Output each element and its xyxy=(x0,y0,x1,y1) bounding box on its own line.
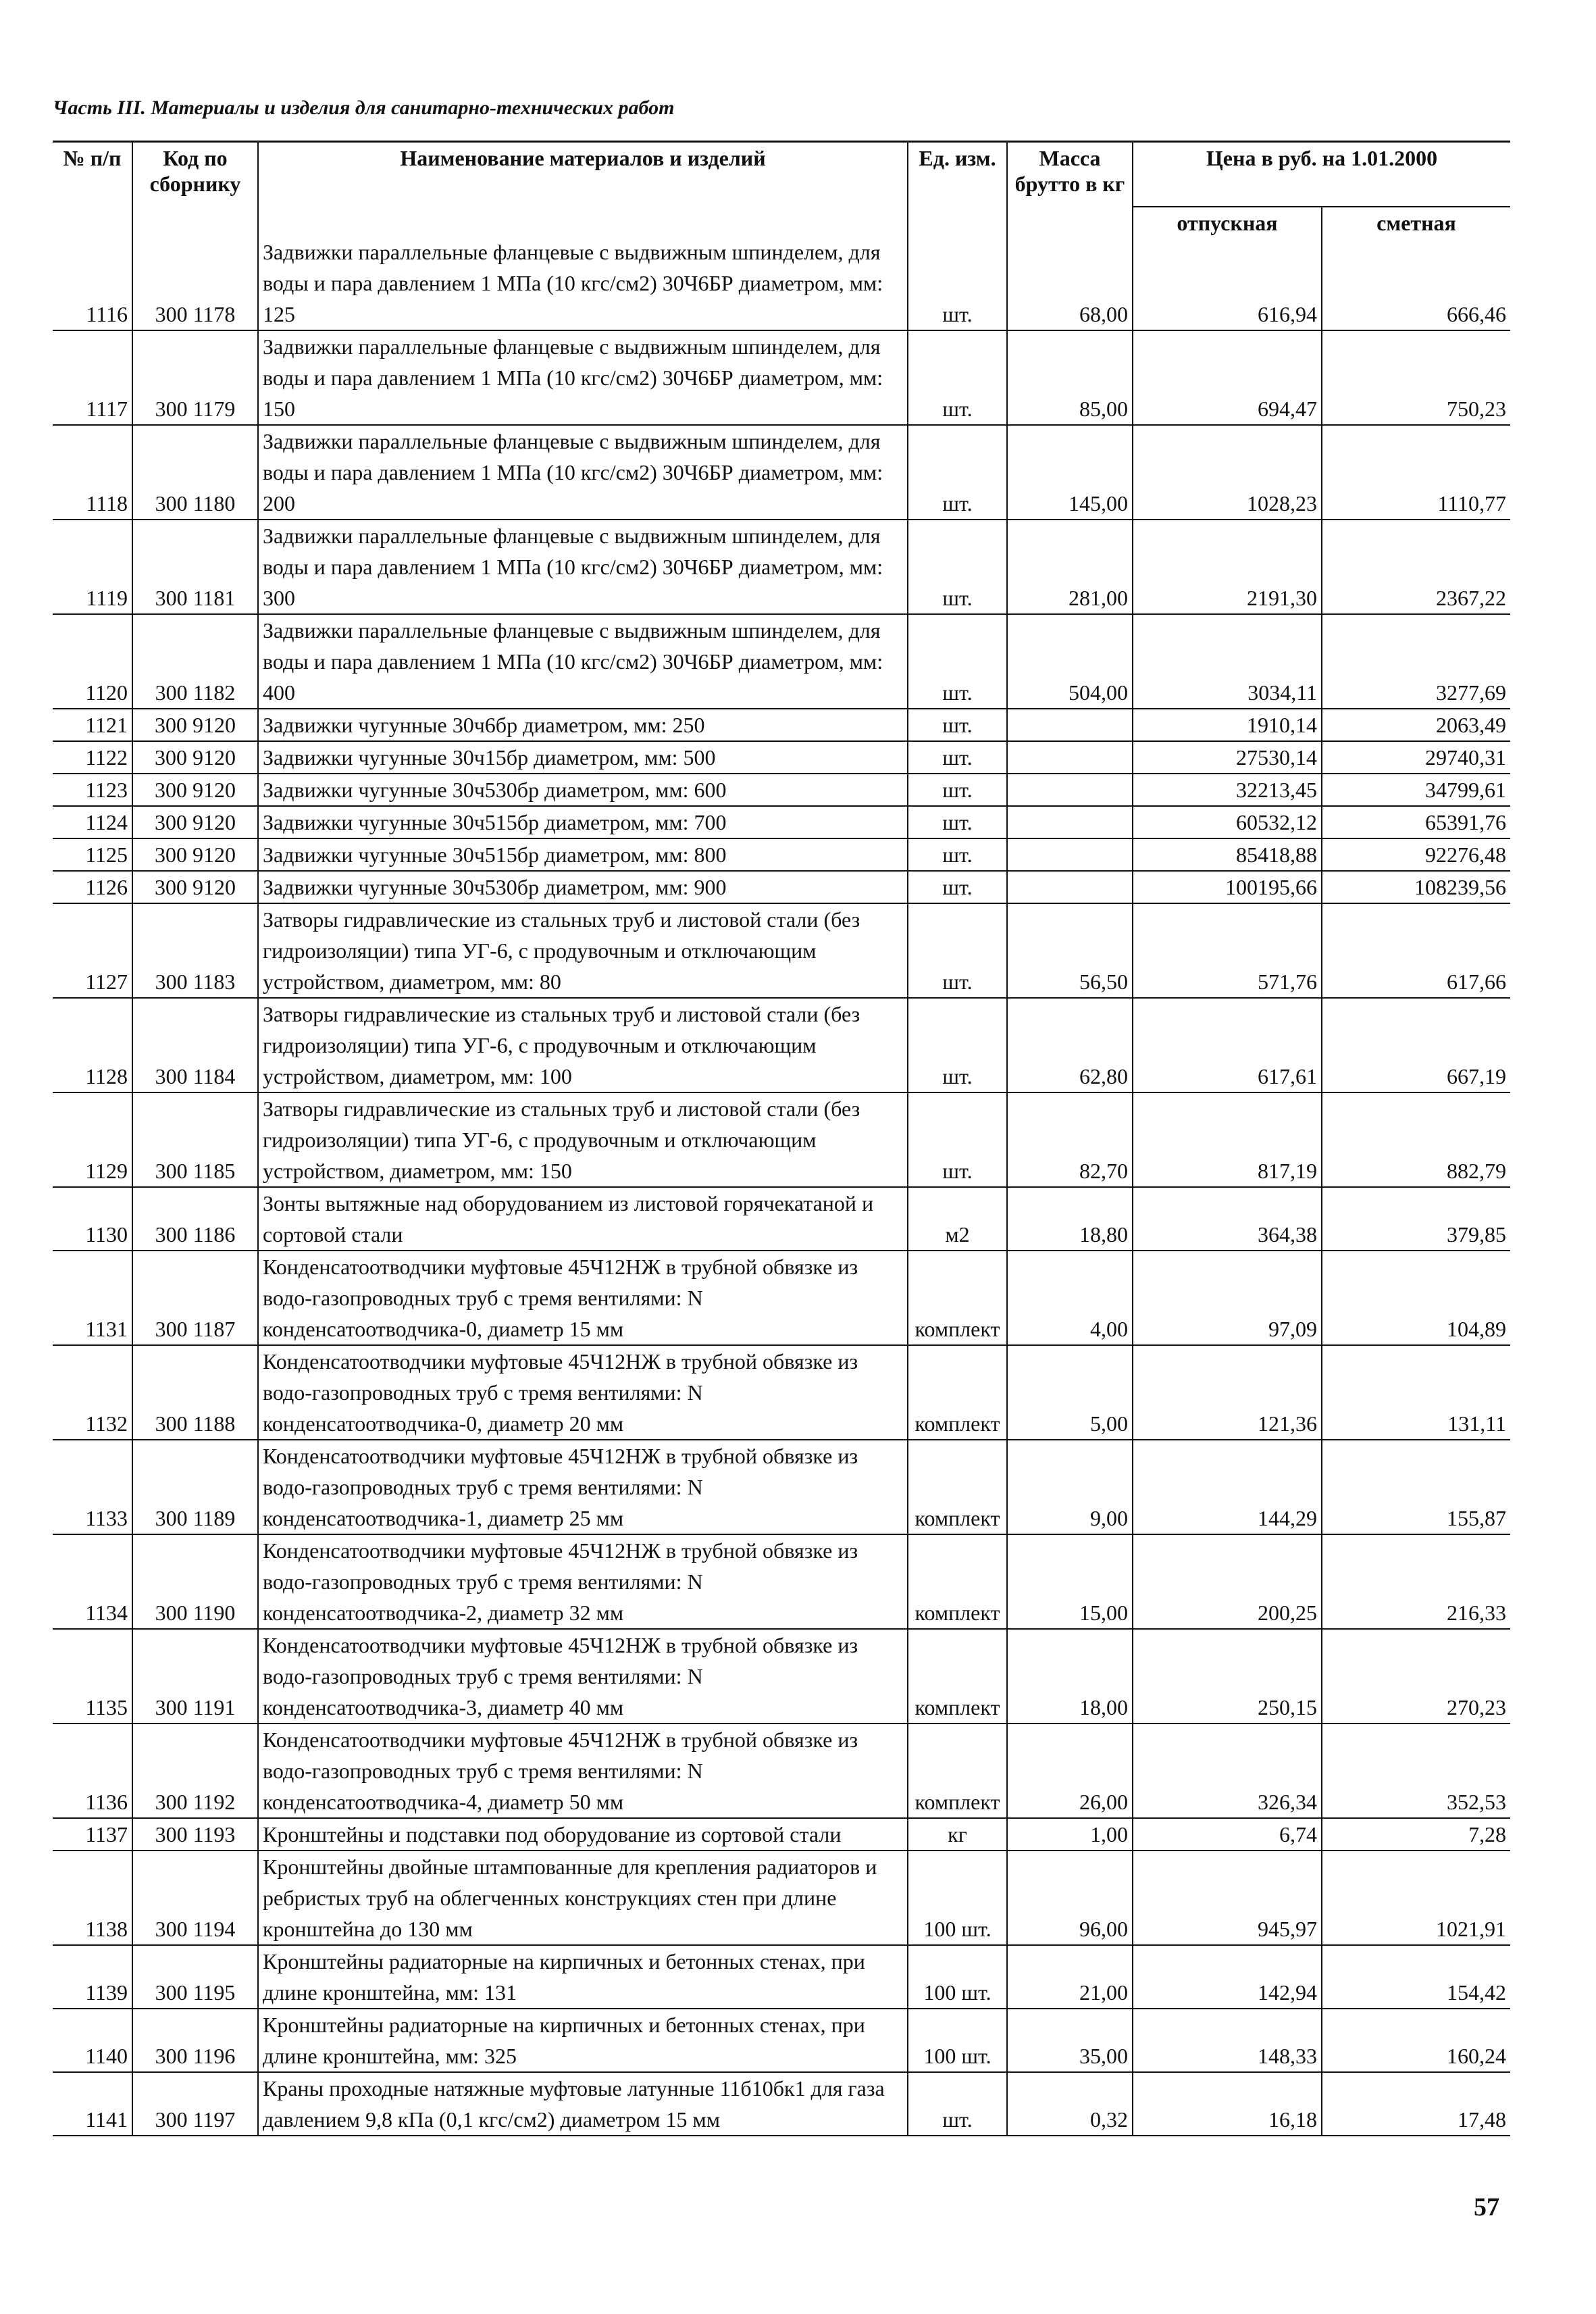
cell-release-price: 571,76 xyxy=(1133,903,1322,998)
cell-code: 300 1187 xyxy=(132,1251,258,1345)
cell-estimate-price: 160,24 xyxy=(1322,2009,1510,2072)
table-row xyxy=(53,2072,1510,2136)
col-header-code: Код по сборнику xyxy=(132,142,258,236)
cell-mass: 96,00 xyxy=(1007,1851,1133,1945)
cell-no: 1131 xyxy=(53,1251,132,1345)
cell-release-price: 817,19 xyxy=(1133,1092,1322,1187)
cell-mass: 504,00 xyxy=(1007,614,1133,709)
cell-mass: 18,00 xyxy=(1007,1629,1133,1724)
cell-unit: шт. xyxy=(908,1092,1007,1187)
cell-unit: шт. xyxy=(908,838,1007,871)
cell-name: Задвижки чугунные 30ч515бр диаметром, мм: 800 xyxy=(258,838,908,871)
cell-name: Задвижки чугунные 30ч515бр диаметром, мм: 700 xyxy=(258,806,908,838)
cell-estimate-price: 7,28 xyxy=(1322,1818,1510,1851)
cell-estimate-price: 1021,91 xyxy=(1322,1851,1510,1945)
cell-code: 300 1191 xyxy=(132,1629,258,1724)
table-row xyxy=(53,330,1510,425)
cell-mass: 18,80 xyxy=(1007,1187,1133,1251)
cell-mass xyxy=(1007,709,1133,741)
cell-estimate-price: 104,89 xyxy=(1322,1251,1510,1345)
cell-name: Задвижки чугунные 30ч530бр диаметром, мм: 600 xyxy=(258,774,908,806)
table-header xyxy=(53,142,1510,236)
cell-no: 1137 xyxy=(53,1818,132,1851)
cell-code: 300 1179 xyxy=(132,330,258,425)
cell-no: 1124 xyxy=(53,806,132,838)
cell-name: Задвижки чугунные 30ч6бр диаметром, мм: 250 xyxy=(258,709,908,741)
cell-no: 1140 xyxy=(53,2009,132,2072)
cell-name: Задвижки чугунные 30ч15бр диаметром, мм: 500 xyxy=(258,741,908,774)
cell-no: 1141 xyxy=(53,2072,132,2136)
cell-unit: 100 шт. xyxy=(908,1851,1007,1945)
cell-release-price: 1910,14 xyxy=(1133,709,1322,741)
cell-code: 300 1181 xyxy=(132,520,258,614)
cell-release-price: 250,15 xyxy=(1133,1629,1322,1724)
table-row xyxy=(53,741,1510,774)
cell-estimate-price: 108239,56 xyxy=(1322,871,1510,903)
cell-release-price: 85418,88 xyxy=(1133,838,1322,871)
cell-mass: 15,00 xyxy=(1007,1534,1133,1629)
cell-release-price: 121,36 xyxy=(1133,1345,1322,1440)
cell-name: Кронштейны и подставки под оборудование из сортовой стали xyxy=(258,1818,908,1851)
cell-code: 300 1194 xyxy=(132,1851,258,1945)
table-row xyxy=(53,614,1510,709)
cell-release-price: 6,74 xyxy=(1133,1818,1322,1851)
cell-code: 300 1188 xyxy=(132,1345,258,1440)
cell-mass: 62,80 xyxy=(1007,998,1133,1092)
cell-code: 300 9120 xyxy=(132,774,258,806)
cell-unit: шт. xyxy=(908,330,1007,425)
cell-unit: шт. xyxy=(908,520,1007,614)
cell-name: Задвижки чугунные 30ч530бр диаметром, мм: 900 xyxy=(258,871,908,903)
table-row xyxy=(53,520,1510,614)
cell-name: Задвижки параллельные фланцевые с выдвижным шпинделем, для воды и пара давлением 1 МПа (10 кгс/см2) 30Ч6БР диаметром, мм: 150 xyxy=(258,330,908,425)
table-row xyxy=(53,838,1510,871)
col-header-price-group: Цена в руб. на 1.01.2000 xyxy=(1133,142,1510,207)
cell-name: Кронштейны радиаторные на кирпичных и бетонных стенах, при длине кронштейна, мм: 325 xyxy=(258,2009,908,2072)
cell-code: 300 1189 xyxy=(132,1440,258,1534)
table-row xyxy=(53,1440,1510,1534)
table-row xyxy=(53,1187,1510,1251)
cell-release-price: 616,94 xyxy=(1133,236,1322,330)
cell-name: Затворы гидравлические из стальных труб и листовой стали (без гидроизоляции) типа УГ-6, с продувочным и отключающим устройством, диаметром, мм: 150 xyxy=(258,1092,908,1187)
cell-name: Конденсатоотводчики муфтовые 45Ч12НЖ в трубной обвязке из водо-газопроводных труб с тремя вентилями: N конденсатоотводчика-4, диаметр 50 мм xyxy=(258,1724,908,1818)
cell-unit: кг xyxy=(908,1818,1007,1851)
cell-unit: шт. xyxy=(908,903,1007,998)
cell-unit: 100 шт. xyxy=(908,2009,1007,2072)
cell-mass xyxy=(1007,741,1133,774)
cell-code: 300 1197 xyxy=(132,2072,258,2136)
cell-no: 1127 xyxy=(53,903,132,998)
cell-unit: шт. xyxy=(908,741,1007,774)
cell-no: 1134 xyxy=(53,1534,132,1629)
cell-no: 1117 xyxy=(53,330,132,425)
cell-release-price: 945,97 xyxy=(1133,1851,1322,1945)
cell-release-price: 3034,11 xyxy=(1133,614,1322,709)
cell-code: 300 1186 xyxy=(132,1187,258,1251)
cell-code: 300 1185 xyxy=(132,1092,258,1187)
cell-unit: шт. xyxy=(908,236,1007,330)
cell-estimate-price: 882,79 xyxy=(1322,1092,1510,1187)
cell-no: 1138 xyxy=(53,1851,132,1945)
cell-mass: 5,00 xyxy=(1007,1345,1133,1440)
cell-estimate-price: 34799,61 xyxy=(1322,774,1510,806)
page-number: 57 xyxy=(1474,2193,1499,2221)
cell-code: 300 9120 xyxy=(132,741,258,774)
cell-release-price: 16,18 xyxy=(1133,2072,1322,2136)
col-header-unit: Ед. изм. xyxy=(908,142,1007,236)
cell-estimate-price: 17,48 xyxy=(1322,2072,1510,2136)
table-row xyxy=(53,1345,1510,1440)
cell-mass: 68,00 xyxy=(1007,236,1133,330)
cell-mass xyxy=(1007,871,1133,903)
table-row xyxy=(53,1851,1510,1945)
col-header-name: Наименование материалов и изделий xyxy=(258,142,908,236)
cell-release-price: 27530,14 xyxy=(1133,741,1322,774)
running-header: Часть III. Материалы и изделия для санитарно-технических работ xyxy=(53,97,675,119)
cell-unit: комплект xyxy=(908,1345,1007,1440)
cell-unit: шт. xyxy=(908,774,1007,806)
cell-no: 1123 xyxy=(53,774,132,806)
cell-no: 1130 xyxy=(53,1187,132,1251)
cell-release-price: 364,38 xyxy=(1133,1187,1322,1251)
cell-name: Конденсатоотводчики муфтовые 45Ч12НЖ в трубной обвязке из водо-газопроводных труб с тремя вентилями: N конденсатоотводчика-2, диаметр 32 мм xyxy=(258,1534,908,1629)
table-row xyxy=(53,903,1510,998)
cell-release-price: 100195,66 xyxy=(1133,871,1322,903)
table-row xyxy=(53,806,1510,838)
cell-unit: шт. xyxy=(908,709,1007,741)
table-row xyxy=(53,1092,1510,1187)
cell-no: 1128 xyxy=(53,998,132,1092)
table-row xyxy=(53,871,1510,903)
cell-code: 300 1178 xyxy=(132,236,258,330)
cell-estimate-price: 1110,77 xyxy=(1322,425,1510,520)
cell-mass: 145,00 xyxy=(1007,425,1133,520)
cell-code: 300 1190 xyxy=(132,1534,258,1629)
cell-unit: шт. xyxy=(908,998,1007,1092)
cell-code: 300 1195 xyxy=(132,1945,258,2009)
cell-code: 300 1196 xyxy=(132,2009,258,2072)
cell-code: 300 1193 xyxy=(132,1818,258,1851)
cell-release-price: 142,94 xyxy=(1133,1945,1322,2009)
cell-code: 300 1184 xyxy=(132,998,258,1092)
cell-release-price: 60532,12 xyxy=(1133,806,1322,838)
cell-name: Краны проходные натяжные муфтовые латунные 11б10бк1 для газа давлением 9,8 кПа (0,1 кгс/см2) диаметром 15 мм xyxy=(258,2072,908,2136)
cell-code: 300 9120 xyxy=(132,871,258,903)
cell-estimate-price: 750,23 xyxy=(1322,330,1510,425)
cell-name: Задвижки параллельные фланцевые с выдвижным шпинделем, для воды и пара давлением 1 МПа (10 кгс/см2) 30Ч6БР диаметром, мм: 400 xyxy=(258,614,908,709)
table-row xyxy=(53,425,1510,520)
cell-estimate-price: 155,87 xyxy=(1322,1440,1510,1534)
cell-name: Задвижки параллельные фланцевые с выдвижным шпинделем, для воды и пара давлением 1 МПа (10 кгс/см2) 30Ч6БР диаметром, мм: 300 xyxy=(258,520,908,614)
cell-unit: шт. xyxy=(908,425,1007,520)
table-row xyxy=(53,1534,1510,1629)
cell-no: 1132 xyxy=(53,1345,132,1440)
cell-no: 1129 xyxy=(53,1092,132,1187)
table-row xyxy=(53,236,1510,330)
cell-name: Задвижки параллельные фланцевые с выдвижным шпинделем, для воды и пара давлением 1 МПа (10 кгс/см2) 30Ч6БР диаметром, мм: 125 xyxy=(258,236,908,330)
cell-estimate-price: 65391,76 xyxy=(1322,806,1510,838)
cell-mass: 35,00 xyxy=(1007,2009,1133,2072)
cell-mass: 56,50 xyxy=(1007,903,1133,998)
table-row xyxy=(53,2009,1510,2072)
cell-name: Конденсатоотводчики муфтовые 45Ч12НЖ в трубной обвязке из водо-газопроводных труб с тремя вентилями: N конденсатоотводчика-0, диаметр 20 мм xyxy=(258,1345,908,1440)
table-row xyxy=(53,1251,1510,1345)
col-header-release-price: отпускная xyxy=(1133,207,1322,236)
cell-estimate-price: 617,66 xyxy=(1322,903,1510,998)
cell-release-price: 617,61 xyxy=(1133,998,1322,1092)
cell-no: 1122 xyxy=(53,741,132,774)
table-row xyxy=(53,774,1510,806)
cell-code: 300 1183 xyxy=(132,903,258,998)
col-header-no: № п/п xyxy=(53,142,132,236)
cell-unit: комплект xyxy=(908,1251,1007,1345)
cell-estimate-price: 131,11 xyxy=(1322,1345,1510,1440)
cell-unit: 100 шт. xyxy=(908,1945,1007,2009)
cell-estimate-price: 154,42 xyxy=(1322,1945,1510,2009)
cell-unit: м2 xyxy=(908,1187,1007,1251)
table-row xyxy=(53,1945,1510,2009)
cell-release-price: 97,09 xyxy=(1133,1251,1322,1345)
cell-no: 1120 xyxy=(53,614,132,709)
cell-unit: комплект xyxy=(908,1629,1007,1724)
cell-unit: шт. xyxy=(908,871,1007,903)
table-row xyxy=(53,1629,1510,1724)
table-row xyxy=(53,998,1510,1092)
cell-mass: 1,00 xyxy=(1007,1818,1133,1851)
cell-release-price: 2191,30 xyxy=(1133,520,1322,614)
cell-mass: 82,70 xyxy=(1007,1092,1133,1187)
cell-mass xyxy=(1007,806,1133,838)
cell-unit: шт. xyxy=(908,806,1007,838)
cell-release-price: 1028,23 xyxy=(1133,425,1322,520)
cell-code: 300 9120 xyxy=(132,709,258,741)
cell-name: Конденсатоотводчики муфтовые 45Ч12НЖ в трубной обвязке из водо-газопроводных труб с тремя вентилями: N конденсатоотводчика-1, диаметр 25 мм xyxy=(258,1440,908,1534)
cell-code: 300 9120 xyxy=(132,838,258,871)
cell-code: 300 1182 xyxy=(132,614,258,709)
cell-unit: комплект xyxy=(908,1724,1007,1818)
cell-name: Кронштейны радиаторные на кирпичных и бетонных стенах, при длине кронштейна, мм: 131 xyxy=(258,1945,908,2009)
cell-name: Задвижки параллельные фланцевые с выдвижным шпинделем, для воды и пара давлением 1 МПа (10 кгс/см2) 30Ч6БР диаметром, мм: 200 xyxy=(258,425,908,520)
table-row xyxy=(53,1724,1510,1818)
cell-estimate-price: 666,46 xyxy=(1322,236,1510,330)
cell-no: 1125 xyxy=(53,838,132,871)
cell-mass xyxy=(1007,838,1133,871)
cell-release-price: 200,25 xyxy=(1133,1534,1322,1629)
cell-mass: 85,00 xyxy=(1007,330,1133,425)
cell-release-price: 694,47 xyxy=(1133,330,1322,425)
cell-estimate-price: 3277,69 xyxy=(1322,614,1510,709)
cell-mass: 0,32 xyxy=(1007,2072,1133,2136)
cell-mass: 26,00 xyxy=(1007,1724,1133,1818)
cell-release-price: 148,33 xyxy=(1133,2009,1322,2072)
cell-code: 300 1180 xyxy=(132,425,258,520)
cell-name: Зонты вытяжные над оборудованием из листовой горячекатаной и сортовой стали xyxy=(258,1187,908,1251)
cell-name: Конденсатоотводчики муфтовые 45Ч12НЖ в трубной обвязке из водо-газопроводных труб с тремя вентилями: N конденсатоотводчика-0, диаметр 15 мм xyxy=(258,1251,908,1345)
cell-name: Конденсатоотводчики муфтовые 45Ч12НЖ в трубной обвязке из водо-газопроводных труб с тремя вентилями: N конденсатоотводчика-3, диаметр 40 мм xyxy=(258,1629,908,1724)
cell-estimate-price: 216,33 xyxy=(1322,1534,1510,1629)
cell-estimate-price: 92276,48 xyxy=(1322,838,1510,871)
cell-mass: 21,00 xyxy=(1007,1945,1133,2009)
cell-estimate-price: 29740,31 xyxy=(1322,741,1510,774)
cell-name: Кронштейны двойные штампованные для крепления радиаторов и ребристых труб на облегченных конструкциях стен при длине кронштейна до 130 мм xyxy=(258,1851,908,1945)
table-row xyxy=(53,1818,1510,1851)
cell-no: 1126 xyxy=(53,871,132,903)
cell-name: Затворы гидравлические из стальных труб и листовой стали (без гидроизоляции) типа УГ-6, с продувочным и отключающим устройством, диаметром, мм: 100 xyxy=(258,998,908,1092)
cell-mass: 9,00 xyxy=(1007,1440,1133,1534)
cell-release-price: 326,34 xyxy=(1133,1724,1322,1818)
cell-no: 1118 xyxy=(53,425,132,520)
cell-mass: 281,00 xyxy=(1007,520,1133,614)
table-body xyxy=(53,236,1510,2136)
cell-estimate-price: 352,53 xyxy=(1322,1724,1510,1818)
col-header-mass: Масса брутто в кг xyxy=(1007,142,1133,236)
cell-unit: комплект xyxy=(908,1534,1007,1629)
cell-release-price: 144,29 xyxy=(1133,1440,1322,1534)
cell-release-price: 32213,45 xyxy=(1133,774,1322,806)
price-table xyxy=(53,141,1510,2136)
price-table-container xyxy=(53,141,1510,2136)
cell-code: 300 1192 xyxy=(132,1724,258,1818)
table-row xyxy=(53,709,1510,741)
cell-no: 1121 xyxy=(53,709,132,741)
col-header-estimate-price: сметная xyxy=(1322,207,1510,236)
cell-no: 1116 xyxy=(53,236,132,330)
cell-mass: 4,00 xyxy=(1007,1251,1133,1345)
cell-estimate-price: 667,19 xyxy=(1322,998,1510,1092)
cell-no: 1139 xyxy=(53,1945,132,2009)
cell-estimate-price: 2367,22 xyxy=(1322,520,1510,614)
cell-unit: шт. xyxy=(908,2072,1007,2136)
cell-estimate-price: 379,85 xyxy=(1322,1187,1510,1251)
cell-mass xyxy=(1007,774,1133,806)
cell-no: 1136 xyxy=(53,1724,132,1818)
cell-no: 1119 xyxy=(53,520,132,614)
cell-code: 300 9120 xyxy=(132,806,258,838)
cell-estimate-price: 270,23 xyxy=(1322,1629,1510,1724)
cell-unit: комплект xyxy=(908,1440,1007,1534)
cell-no: 1133 xyxy=(53,1440,132,1534)
cell-name: Затворы гидравлические из стальных труб и листовой стали (без гидроизоляции) типа УГ-6, с продувочным и отключающим устройством, диаметром, мм: 80 xyxy=(258,903,908,998)
cell-estimate-price: 2063,49 xyxy=(1322,709,1510,741)
cell-unit: шт. xyxy=(908,614,1007,709)
cell-no: 1135 xyxy=(53,1629,132,1724)
